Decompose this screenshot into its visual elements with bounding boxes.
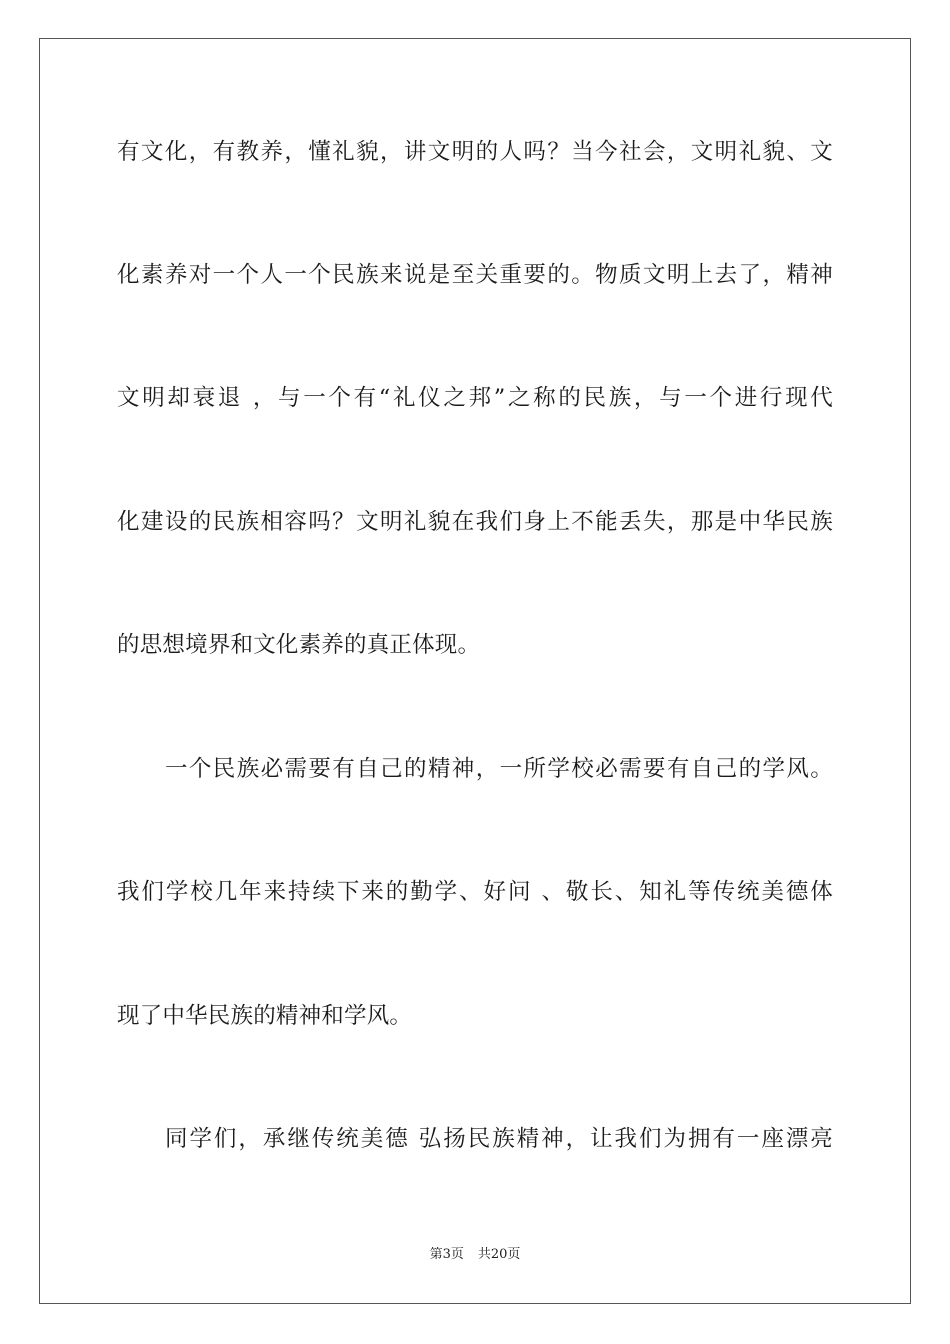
page-number: 第3页 <box>429 1247 464 1262</box>
paragraph-line: 我们学校几年来持续下来的勤学、好问 、敬长、知礼等传统美德体 <box>117 879 833 905</box>
paragraph-line: 的思想境界和文化素养的真正体现。 <box>117 632 481 658</box>
paragraph-line: 一个民族必需要有自己的精神，一所学校必需要有自己的学风。 <box>165 756 833 782</box>
paragraph-line: 现了中华民族的精神和学风。 <box>117 1003 413 1029</box>
paragraph-line: 同学们，承继传统美德 弘扬民族精神，让我们为拥有一座漂亮 <box>165 1126 833 1152</box>
paragraph-line: 化素养对一个人一个民族来说是至关重要的。物质文明上去了，精神 <box>117 262 833 288</box>
paragraph-line: 文明却衰退 ，与一个有“礼仪之邦”之称的民族，与一个进行现代 <box>117 385 833 411</box>
paragraph-line: 有文化，有教养，懂礼貌，讲文明的人吗？当今社会，文明礼貌、文 <box>117 139 833 165</box>
page-total: 共20页 <box>477 1247 521 1262</box>
page-footer <box>0 1246 950 1264</box>
page-frame <box>39 38 911 1304</box>
paragraph-line: 化建设的民族相容吗？文明礼貌在我们身上不能丢失，那是中华民族 <box>117 509 833 535</box>
